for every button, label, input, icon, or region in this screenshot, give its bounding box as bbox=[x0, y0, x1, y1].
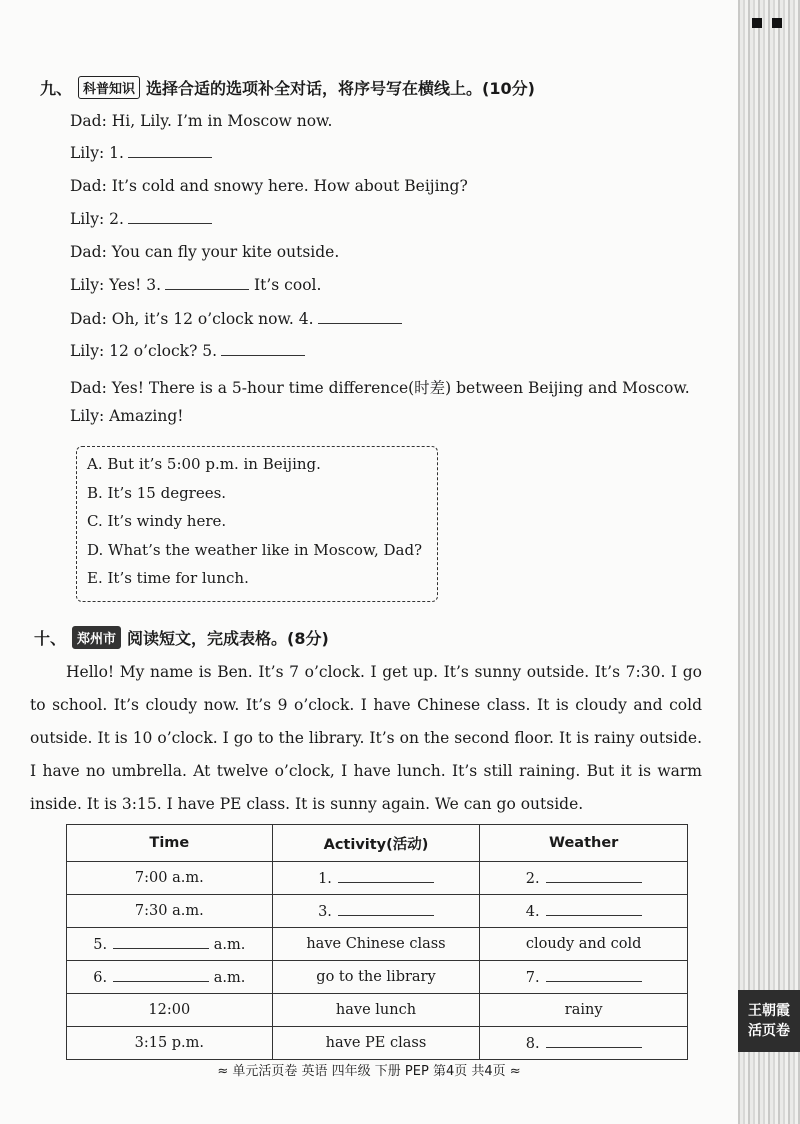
table-row: 12:00 have lunch rainy bbox=[67, 994, 688, 1027]
answer-blank[interactable] bbox=[128, 211, 212, 224]
registration-marks bbox=[752, 18, 782, 28]
section9-title: 九、 科普知识 选择合适的选项补全对话，将序号写在横线上。(10分) bbox=[40, 76, 535, 99]
answer-table bbox=[66, 824, 688, 1060]
dialog-line: Dad: Yes! There is a 5-hour time difference(时差) between Beijing and Moscow. bbox=[70, 379, 690, 397]
page-footer: ≈ 单元活页卷 英语 四年级 下册 PEP 第4页 共4页 ≈ bbox=[217, 1064, 521, 1079]
header-weather: Weather bbox=[480, 825, 688, 862]
dialog-line: Lily: Amazing! bbox=[70, 407, 184, 425]
brand-logo: 王朝霞 活页卷 bbox=[738, 990, 800, 1052]
section9-tag: 科普知识 bbox=[78, 76, 140, 99]
options-box bbox=[76, 446, 438, 602]
reading-passage: Hello! My name is Ben. It’s 7 o’clock. I get up. It’s sunny outside. It’s 7:30. I go to school. It’s cloudy now. It’s 9 o’clock. I have Chinese class. It is cloudy and cold outside. It is 10 o’clock. I go to the library. It’s on the second floor. It is rainy outside. I have no umbrella. At twelve o’clock, I have lunch. It’s still raining. But it is warm inside. It is 3:15. I have PE class. It is sunny again. We can go outside. bbox=[30, 663, 702, 813]
option-item: B. It’s 15 degrees. bbox=[87, 484, 227, 502]
section10-tag: 郑州市 bbox=[72, 626, 121, 649]
answer-blank[interactable] bbox=[546, 1035, 642, 1048]
option-item: D. What’s the weather like in Moscow, Dad? bbox=[87, 541, 423, 559]
dialog-line: Lily: 12 o’clock? 5. bbox=[70, 342, 305, 360]
table-row: 7:30 a.m. 3. 4. bbox=[67, 895, 688, 928]
answer-blank[interactable] bbox=[221, 343, 305, 356]
answer-blank[interactable] bbox=[318, 311, 402, 324]
section10-title: 十、 郑州市 阅读短文，完成表格。(8分) bbox=[34, 626, 329, 649]
option-item: C. It’s windy here. bbox=[87, 512, 227, 530]
answer-blank[interactable] bbox=[113, 969, 209, 982]
table-row: 7:00 a.m. 1. 2. bbox=[67, 862, 688, 895]
answer-blank[interactable] bbox=[546, 903, 642, 916]
option-item: A. But it’s 5:00 p.m. in Beijing. bbox=[87, 455, 321, 473]
option-item: E. It’s time for lunch. bbox=[87, 569, 249, 587]
answer-blank[interactable] bbox=[165, 277, 249, 290]
dialog-line: Dad: Hi, Lily. I’m in Moscow now. bbox=[70, 112, 333, 130]
dialog-line: Dad: You can fly your kite outside. bbox=[70, 243, 340, 261]
header-time: Time bbox=[67, 825, 273, 862]
answer-blank[interactable] bbox=[338, 903, 434, 916]
table-row: 5. a.m. have Chinese class cloudy and cold bbox=[67, 928, 688, 961]
page-edge-scan bbox=[738, 0, 800, 1124]
answer-blank[interactable] bbox=[338, 870, 434, 883]
dialog-line: Lily: Yes! 3. It’s cool. bbox=[70, 276, 322, 294]
dialog-line: Dad: Oh, it’s 12 o’clock now. 4. bbox=[70, 310, 402, 328]
answer-blank[interactable] bbox=[546, 969, 642, 982]
answer-blank[interactable] bbox=[113, 936, 209, 949]
answer-blank[interactable] bbox=[128, 145, 212, 158]
header-activity: Activity(活动) bbox=[272, 825, 480, 862]
table-row: 6. a.m. go to the library 7. bbox=[67, 961, 688, 994]
dialog-line: Lily: 1. bbox=[70, 144, 212, 162]
dialog-line: Dad: It’s cold and snowy here. How about Beijing? bbox=[70, 177, 468, 195]
table-row: 3:15 p.m. have PE class 8. bbox=[67, 1027, 688, 1060]
dialog-line: Lily: 2. bbox=[70, 210, 212, 228]
answer-blank[interactable] bbox=[546, 870, 642, 883]
table-header-row bbox=[67, 825, 688, 862]
